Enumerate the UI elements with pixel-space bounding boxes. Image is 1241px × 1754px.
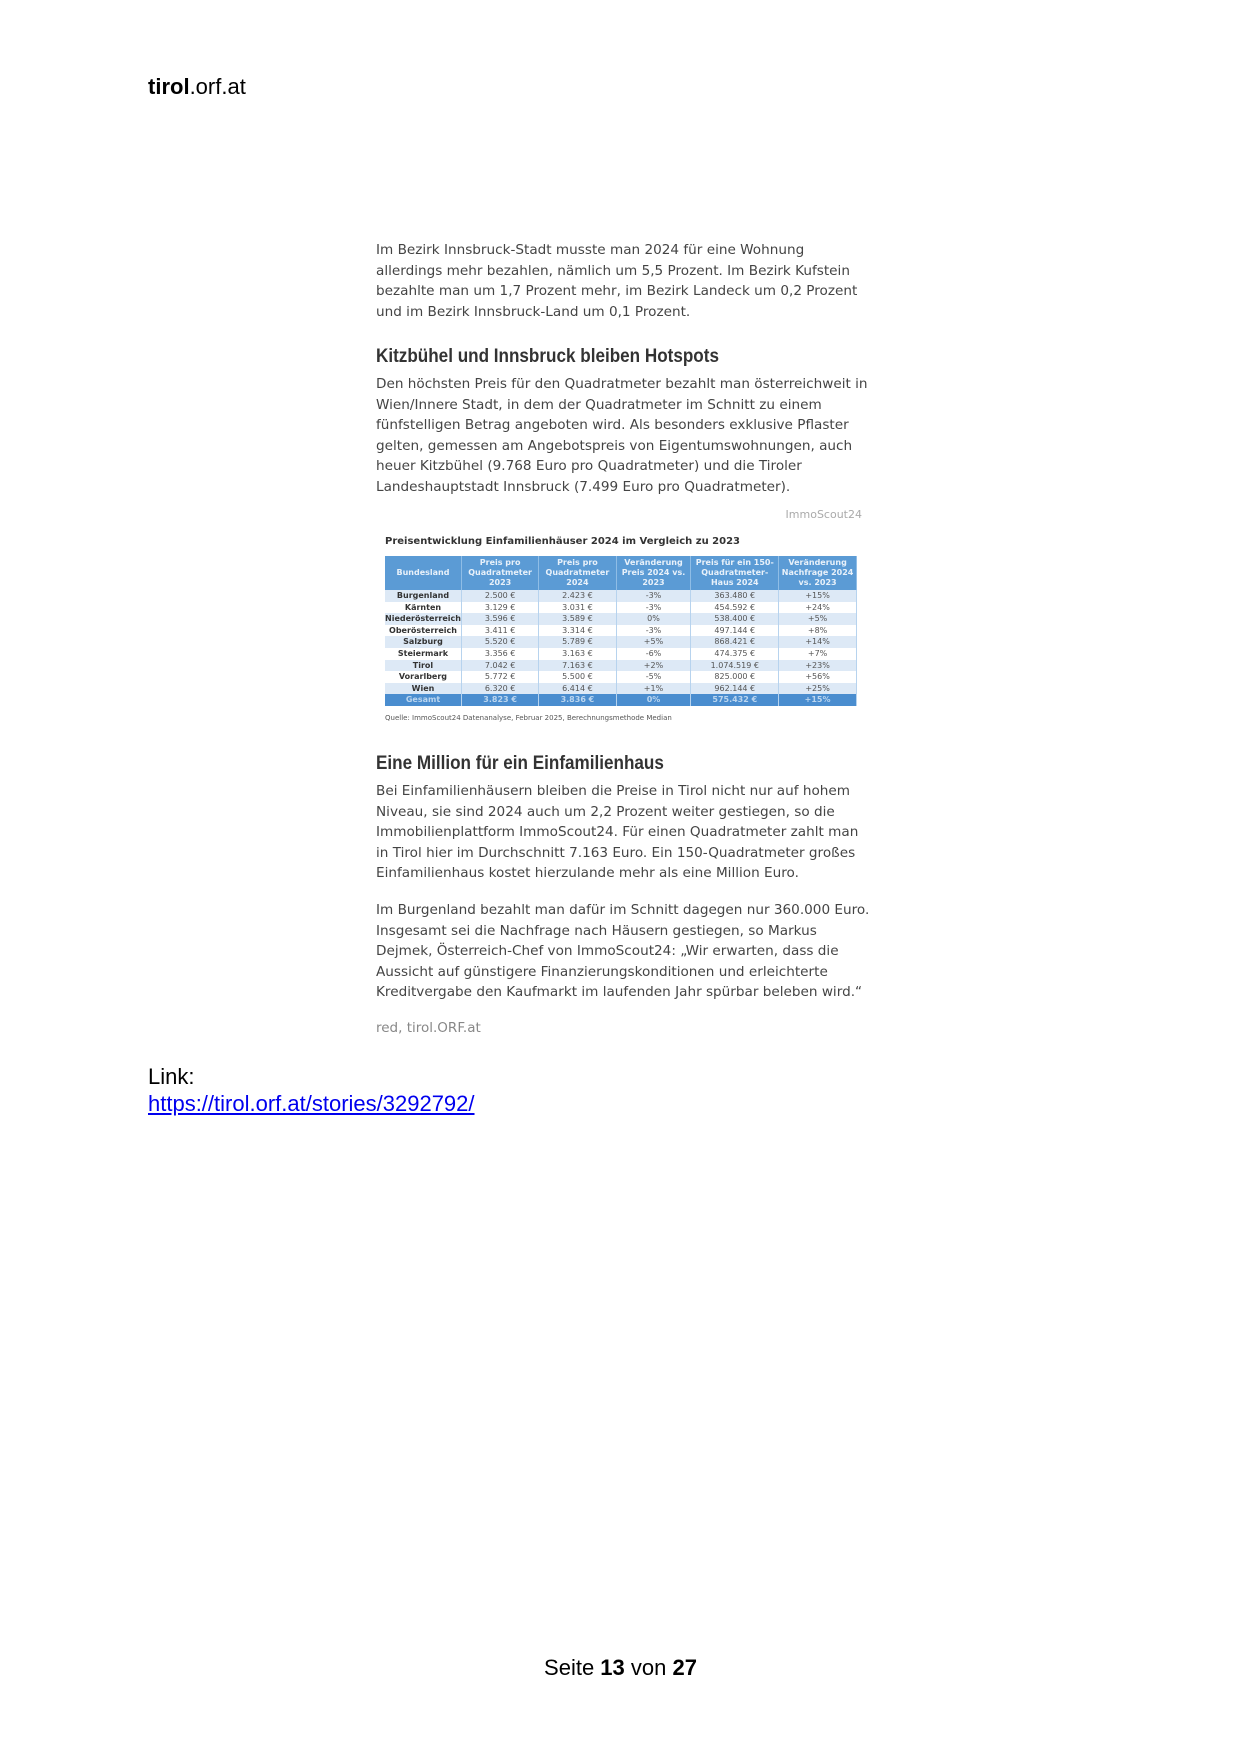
table-cell: 3.314 € bbox=[539, 625, 616, 637]
row-label: Salzburg bbox=[385, 636, 461, 648]
section-heading bbox=[376, 346, 872, 368]
table-cell: 5.789 € bbox=[539, 636, 616, 648]
table-cell: 538.400 € bbox=[691, 613, 779, 625]
table-cell: -3% bbox=[616, 590, 691, 602]
table-cell: 474.375 € bbox=[691, 648, 779, 660]
table-row bbox=[385, 613, 857, 625]
table-cell: 825.000 € bbox=[691, 671, 779, 683]
table-cell: 454.592 € bbox=[691, 602, 779, 614]
table-cell: 7.163 € bbox=[539, 660, 616, 672]
article-paragraph bbox=[376, 240, 872, 322]
table-row bbox=[385, 590, 857, 602]
table-cell: 2.500 € bbox=[461, 590, 538, 602]
table-cell: 3.163 € bbox=[539, 648, 616, 660]
row-label: Oberösterreich bbox=[385, 625, 461, 637]
site-header bbox=[148, 74, 246, 100]
table-cell: 497.144 € bbox=[691, 625, 779, 637]
table-cell: 3.411 € bbox=[461, 625, 538, 637]
column-header: Preis pro Quadratmeter 2023 bbox=[461, 556, 538, 590]
paragraph-text: Im Burgenland bezahlt man dafür im Schnitt dagegen nur 360.000 Euro. Insgesamt sei die Nachfrage nach Häusern gestiegen, so Markus Dejmek, Österreich-Chef von ImmoScout24: „Wir erwarten, dass die Aussicht auf günstigere Finanzierungskonditionen und erleichterte Kreditvergabe den Kaufmarkt im laufenden Jahr spürbar beleben wird.“ bbox=[376, 902, 870, 1001]
footer-prefix: Seite bbox=[544, 1655, 601, 1680]
table-cell: +15% bbox=[779, 694, 857, 706]
table-cell: 5.520 € bbox=[461, 636, 538, 648]
link-label: Link: bbox=[148, 1064, 195, 1089]
table-row bbox=[385, 660, 857, 672]
table-cell: 868.421 € bbox=[691, 636, 779, 648]
table-cell: -6% bbox=[616, 648, 691, 660]
article-link[interactable]: https://tirol.orf.at/stories/3292792/ bbox=[148, 1091, 475, 1116]
table-cell: +8% bbox=[779, 625, 857, 637]
table-cell: 6.320 € bbox=[461, 683, 538, 695]
table-cell: +5% bbox=[779, 613, 857, 625]
table-cell: +24% bbox=[779, 602, 857, 614]
table-cell: 0% bbox=[616, 694, 691, 706]
table-cell: +25% bbox=[779, 683, 857, 695]
page-footer bbox=[0, 1655, 1241, 1681]
row-label: Kärnten bbox=[385, 602, 461, 614]
table-cell: 3.031 € bbox=[539, 602, 616, 614]
table-cell: -3% bbox=[616, 625, 691, 637]
table-cell: 3.589 € bbox=[539, 613, 616, 625]
table-cell: +1% bbox=[616, 683, 691, 695]
column-header: Veränderung Nachfrage 2024 vs. 2023 bbox=[779, 556, 857, 590]
page-total: 27 bbox=[672, 1655, 697, 1680]
table-cell: 5.772 € bbox=[461, 671, 538, 683]
table-title: Preisentwicklung Einfamilienhäuser 2024 im Vergleich zu 2023 bbox=[385, 536, 740, 547]
paragraph-text: Den höchsten Preis für den Quadratmeter bezahlt man österreichweit in Wien/Innere Stadt, in dem der Quadratmeter im Schnitt zu einem fünfstelligen Betrag angeboten wird. Als besonders exklusive Pflaster gelten, gemessen am Angebotspreis von Eigentumswohnungen, auch heuer Kitzbühel (9.768 Euro pro Quadratmeter) und die Tiroler Landeshauptstadt Innsbruck (7.499 Euro pro Quadratmeter). bbox=[376, 376, 868, 495]
table-header-row bbox=[385, 556, 857, 590]
row-label: Wien bbox=[385, 683, 461, 695]
section-heading bbox=[376, 753, 872, 775]
footer-mid: von bbox=[624, 1655, 673, 1680]
column-header: Veränderung Preis 2024 vs. 2023 bbox=[616, 556, 691, 590]
table-cell: 3.129 € bbox=[461, 602, 538, 614]
article-paragraph bbox=[376, 781, 872, 884]
table-total-row bbox=[385, 694, 857, 706]
site-name-bold: tirol bbox=[148, 74, 190, 99]
table-row bbox=[385, 648, 857, 660]
column-header: Preis pro Quadratmeter 2024 bbox=[539, 556, 616, 590]
table-cell: 7.042 € bbox=[461, 660, 538, 672]
table-cell: +56% bbox=[779, 671, 857, 683]
table-cell: 3.836 € bbox=[539, 694, 616, 706]
paragraph-text: Bei Einfamilienhäusern bleiben die Preise in Tirol nicht nur auf hohem Niveau, sie sind 2024 auch um 2,2 Prozent weiter gestiegen, so die Immobilienplattform ImmoScout24. Für einen Quadratmeter zahlt man in Tirol hier im Durchschnitt 7.163 Euro. Ein 150-Quadratmeter großes Einfamilienhaus kostet hierzulande mehr als eine Million Euro. bbox=[376, 783, 859, 882]
table-source: Quelle: ImmoScout24 Datenanalyse, Februar 2025, Berechnungsmethode Median bbox=[385, 714, 672, 722]
column-header: Preis für ein 150-Quadratmeter-Haus 2024 bbox=[691, 556, 779, 590]
table-cell: 5.500 € bbox=[539, 671, 616, 683]
article-paragraph bbox=[376, 374, 872, 498]
row-label: Gesamt bbox=[385, 694, 461, 706]
heading-text: Kitzbühel und Innsbruck bleiben Hotspots bbox=[376, 346, 719, 367]
column-header: Bundesland bbox=[385, 556, 461, 590]
table-cell: 0% bbox=[616, 613, 691, 625]
table-row bbox=[385, 625, 857, 637]
table-cell: 3.596 € bbox=[461, 613, 538, 625]
table-row bbox=[385, 602, 857, 614]
byline: red, tirol.ORF.at bbox=[376, 1020, 481, 1036]
table-cell: 3.356 € bbox=[461, 648, 538, 660]
table-cell: 2.423 € bbox=[539, 590, 616, 602]
table-row bbox=[385, 636, 857, 648]
table-row bbox=[385, 683, 857, 695]
table-cell: -5% bbox=[616, 671, 691, 683]
table-cell: +5% bbox=[616, 636, 691, 648]
table-cell: 575.432 € bbox=[691, 694, 779, 706]
site-name-rest: .orf.at bbox=[189, 74, 246, 99]
table-cell: 363.480 € bbox=[691, 590, 779, 602]
price-table bbox=[385, 556, 857, 706]
table-cell: +14% bbox=[779, 636, 857, 648]
table-row bbox=[385, 671, 857, 683]
row-label: Burgenland bbox=[385, 590, 461, 602]
table-cell: 1.074.519 € bbox=[691, 660, 779, 672]
table-cell: 6.414 € bbox=[539, 683, 616, 695]
row-label: Steiermark bbox=[385, 648, 461, 660]
table-cell: 3.823 € bbox=[461, 694, 538, 706]
row-label: Niederösterreich bbox=[385, 614, 461, 624]
heading-text: Eine Million für ein Einfamilienhaus bbox=[376, 753, 664, 774]
table-cell: 962.144 € bbox=[691, 683, 779, 695]
image-credit: ImmoScout24 bbox=[785, 508, 862, 521]
table-cell: +23% bbox=[779, 660, 857, 672]
table-cell: -3% bbox=[616, 602, 691, 614]
table-cell: +15% bbox=[779, 590, 857, 602]
paragraph-text: Im Bezirk Innsbruck-Stadt musste man 2024 für eine Wohnung allerdings mehr bezahlen, nämlich um 5,5 Prozent. Im Bezirk Kufstein bezahlte man um 1,7 Prozent mehr, im Bezirk Landeck um 0,2 Prozent und im Bezirk Innsbruck-Land um 0,1 Prozent. bbox=[376, 242, 858, 320]
table-cell: +7% bbox=[779, 648, 857, 660]
article-paragraph bbox=[376, 900, 872, 1003]
page-number: 13 bbox=[600, 1655, 625, 1680]
row-label: Vorarlberg bbox=[385, 671, 461, 683]
row-label: Tirol bbox=[385, 660, 461, 672]
table-cell: +2% bbox=[616, 660, 691, 672]
